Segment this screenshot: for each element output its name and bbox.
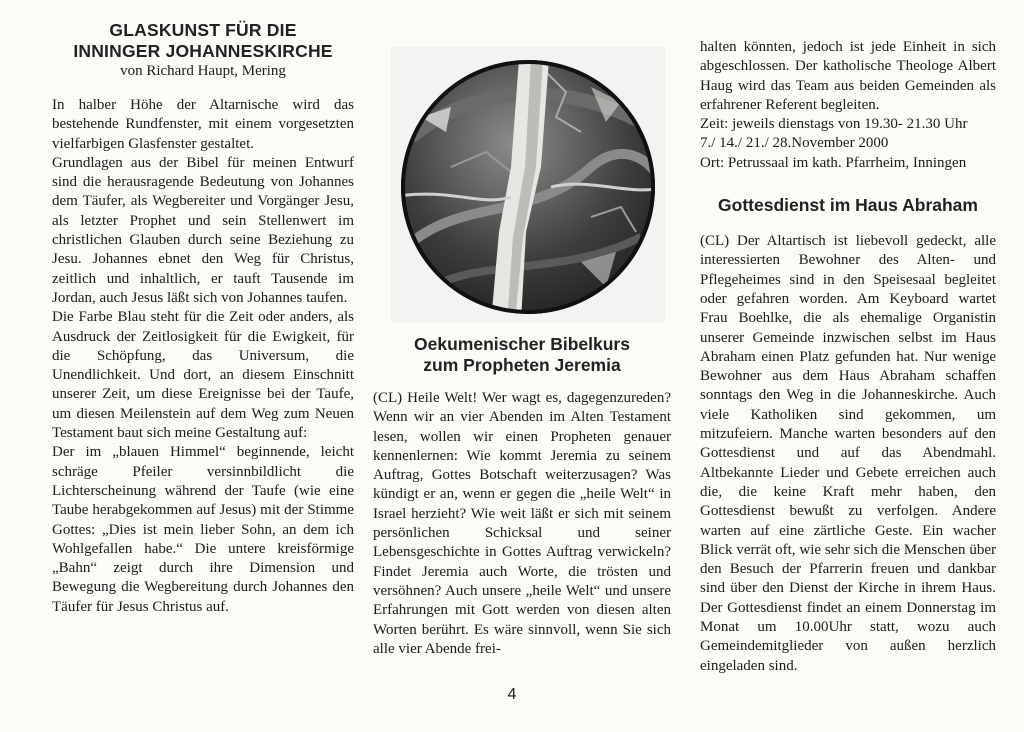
stained-glass-window-image — [391, 47, 665, 323]
column-bibelkurs — [373, 0, 671, 659]
article-body-glaskunst — [52, 96, 354, 617]
paragraph: Grundlagen aus der Bibel für meinen Entwurf sind die herausragende Bedeutung von Johannes dem Täufer, als Wegbereiter und Vorgänger Jesu, als letzter Prophet und sein Stellenwert im christlichen Glauben durch seine Beziehung zu Jesu. Johannes ebnet den Weg für Christus, zeitlich und inhaltlich, er tauft Tausende im Jordan, auch Jesus läßt sich von Johannes taufen. — [52, 154, 354, 306]
paragraph: Die Farbe Blau steht für die Zeit oder anders, als Ausdruck der Zeitlosigkeit für die Ewigkeit, für die Schöpfung, das Universum, die Unendlichkeit. Und dort, an diesem Einschnitt unserer Zeit, um diese Ereignisse bei der Taufe, um diesen Meilenstein auf dem Weg zum Neuen Testament baut sich meine Gestaltung auf: — [52, 309, 354, 442]
paragraph: Der im „blauen Himmel“ beginnende, leicht schräge Pfeiler versinnbildlicht die Lichterscheinung während der Taufe (wie eine Taube herabgekommen auf Jesus) mit der Stimme Gottes: „Dies ist mein lieber Sohn, an dem ich Wohlgefallen habe.“ Die untere kreisförmige „Bahn“ zeigt durch ihre Dimension und Bewegung die Wegbereitung durch Johannes den Täufer für Jesus Christus auf. — [52, 444, 354, 615]
article-title-bibelkurs: Oekumenischer Bibelkurs zum Propheten Jeremia — [414, 334, 630, 375]
article-continuation-bibelkurs — [700, 38, 996, 173]
time-info: Zeit: jeweils dienstags von 19.30- 21.30 Uhr — [700, 116, 968, 133]
paragraph: (CL) Heile Welt! Wer wagt es, dagegenzureden? Wenn wir an vier Abenden im Alten Testament lesen, wollen wir einen Propheten genauer kennenlernen: Wie kommt Jeremia zu seinem Auftrag, Gottes Botschaft weiterzusagen? Was kündigt er an, wenn er gegen die „heile Welt“ in Israel herzieht? Wie weit läßt er sich mit seinem persönlichen Schicksal und seiner Lebensgeschichte in Gottes Auftrag verwickeln? Findet Jeremia auch Worte, die trösten und versöhnen? Auch unsere „heile Welt“ und unsere Erfahrungen mit Gott werden von diesen alten Worten berührt. Es wäre sinnvoll, wenn Sie sich alle vier Abende frei- — [373, 390, 671, 657]
article-title-glaskunst: GLASKUNST FÜR DIE INNINGER JOHANNESKIRCHE — [73, 20, 333, 61]
column-gottesdienst — [700, 0, 996, 676]
article-title-gottesdienst: Gottesdienst im Haus Abraham — [718, 195, 978, 216]
paragraph: In halber Höhe der Altarnische wird das bestehende Rundfenster, mit einem vorgesetzten vielfarbigen Glasfenster gestaltet. — [52, 97, 354, 152]
page-number: 4 — [507, 686, 517, 703]
location-info: Ort: Petrussaal im kath. Pfarrheim, Inningen — [700, 154, 967, 171]
article-body-bibelkurs — [373, 389, 671, 659]
paragraph: halten könnten, jedoch ist jede Einheit in sich abgeschlossen. Der katholische Theologe Albert Haug wird das Team aus beiden Gemeinden als erfahrener Referent begleiten. — [700, 39, 996, 113]
article-author: von Richard Haupt, Mering — [120, 63, 286, 79]
paragraph: (CL) Der Altartisch ist liebevoll gedeckt, alle interessierten Bewohner des Alten- und Pflegeheimes sind in den Speisesaal begleitet oder gefahren worden. Am Keyboard wartet Frau Boehlke, die als ehemalige Organistin unserer Gemeinde inzwischen selbst im Haus Abraham einen Platz gefunden hat. Nur wenige Bewohner aus dem Haus Abraham schaffen sonntags den Weg in die Johanneskirche. Auch viele Katholiken sind gekommen, um mitzufeiern. Manche warten besonders auf den Gottesdienst und auf das Abendmahl. Altbekannte Lieder und Gebete erreichen auch die, die keine Kraft mehr haben, den Gottesdienst bewußt zu verfolgen. Andere warten auf eine zärtliche Geste. Ein wacher Blick verrät oft, wie sehr sich die Menschen über den Besuch der Pfarrerin freuen und dankbar sind über den Dienst der Kirche in ihrem Haus. Der Gottesdienst findet an einem Donnerstag im Monat um 10.00Uhr statt, wozu auch Gemeindemitglieder von außen herzlich eingeladen sind. — [700, 233, 996, 674]
stained-glass-illustration — [391, 47, 665, 323]
column-glaskunst — [52, 0, 354, 617]
date-info: 7./ 14./ 21./ 28.November 2000 — [700, 135, 889, 152]
article-body-gottesdienst — [700, 232, 996, 676]
